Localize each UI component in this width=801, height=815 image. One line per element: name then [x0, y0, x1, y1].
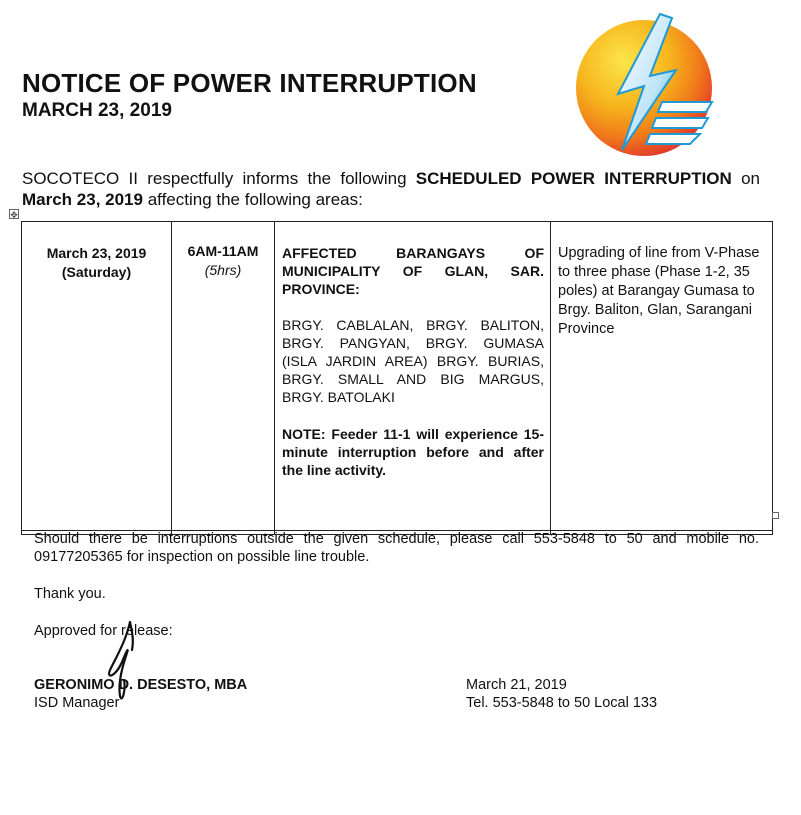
affected-areas-cell	[275, 222, 551, 531]
company-logo-icon	[572, 10, 722, 158]
intro-text-2: on	[731, 169, 760, 188]
schedule-date: March 23, 2019	[46, 245, 147, 261]
intro-text-1: SOCOTECO II respectfully informs the following	[22, 169, 416, 188]
areas-heading: AFFECTED BARANGAYS OF MUNICIPALITY OF GLAN, SAR. PROVINCE:	[282, 245, 544, 297]
signatory-name: GERONIMO D. DESESTO, MBA	[34, 677, 248, 693]
schedule-time: 6AM-11AM	[187, 243, 259, 259]
barangay-list: BRGY. CABLALAN, BRGY. BALITON, BRGY. PANGYAN, BRGY. GUMASA (ISLA JARDIN AREA) BRGY. BURIAS, BRGY. SMALL AND BIG MARGUS, BRGY. BATOLAKI	[282, 317, 544, 405]
schedule-day: (Saturday)	[61, 264, 132, 280]
approval-text: Approved for release:	[34, 623, 173, 639]
work-description: Upgrading of line from V-Phase to three phase (Phase 1-2, 35 poles) at Barangay Gumasa to Brgy. Baliton, Glan, Sarangani Province	[558, 245, 760, 337]
schedule-table	[21, 221, 773, 535]
signatory-position: ISD Manager	[34, 695, 120, 711]
intro-bold-interruption: SCHEDULED POWER INTERRUPTION	[415, 169, 732, 188]
intro-text-3: affecting the following areas:	[142, 190, 363, 209]
table-move-handle-icon[interactable]: ✥	[10, 210, 18, 220]
thank-you-text: Thank you.	[34, 586, 106, 602]
feeder-note: NOTE: Feeder 11-1 will experience 15-minute interruption before and after the line activity.	[282, 426, 544, 478]
schedule-date-cell	[22, 222, 172, 531]
table-row	[22, 222, 773, 531]
intro-bold-date: March 23, 2019	[22, 190, 143, 209]
schedule-duration: (5hrs)	[204, 262, 242, 278]
release-date: March 21, 2019	[466, 677, 567, 693]
work-description-cell	[551, 222, 773, 531]
notice-title: NOTICE OF POWER INTERRUPTION	[22, 68, 477, 98]
table-resize-handle[interactable]	[772, 512, 779, 519]
telephone-number: Tel. 553-5848 to 50 Local 133	[466, 695, 658, 711]
contact-paragraph: Should there be interruptions outside the given schedule, please call 553-5848 to 50 and mobile no. 09177205365 for inspection on possible line trouble.	[34, 531, 759, 565]
schedule-time-cell	[172, 222, 275, 531]
intro-paragraph	[22, 168, 760, 210]
notice-date: MARCH 23, 2019	[22, 100, 172, 121]
